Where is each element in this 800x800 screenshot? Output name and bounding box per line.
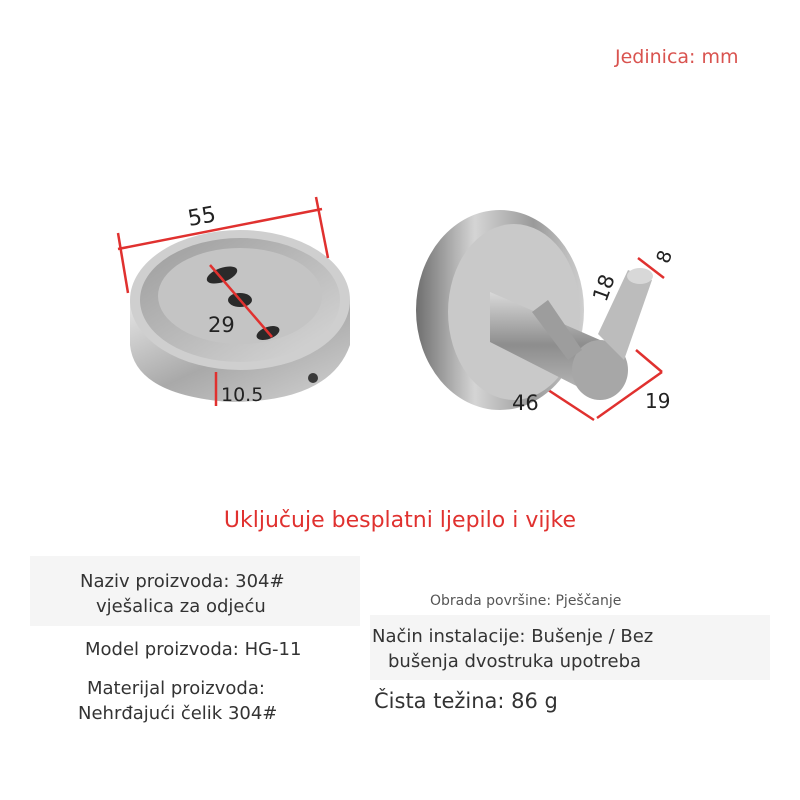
wall-hook: [416, 210, 653, 410]
spec-install-line1: Način instalacije: Bušenje / Bez: [372, 626, 654, 647]
dim-hook-height: 18: [588, 271, 620, 305]
spec-surface: Obrada površine: Pješčanje: [430, 593, 622, 609]
unit-label: Jedinica: mm: [615, 46, 739, 68]
spec-install-line2: bušenja dvostruka upotreba: [388, 651, 642, 672]
base-plate: [130, 230, 350, 402]
dim-base-diameter: 55: [185, 202, 218, 232]
spec-material-line1: Materijal proizvoda:: [87, 678, 265, 699]
spec-name-line1: Naziv proizvoda: 304#: [80, 571, 285, 592]
spec-name-line2: vješalica za odjeću: [96, 596, 266, 617]
dim-hook-diameter: 19: [645, 389, 671, 413]
spec-weight: Čista težina: 86 g: [374, 689, 558, 713]
dim-hook-length: 46: [512, 391, 539, 415]
spec-model: Model proizvoda: HG-11: [85, 639, 302, 660]
dim-hole-spacing: 29: [208, 313, 235, 337]
spec-material-line2: Nehrđajući čelik 304#: [78, 703, 278, 724]
dim-hook-thickness: 8: [652, 247, 678, 267]
headline: Uključuje besplatni ljepilo i vijke: [223, 508, 577, 533]
dim-base-height: 10.5: [221, 384, 264, 406]
